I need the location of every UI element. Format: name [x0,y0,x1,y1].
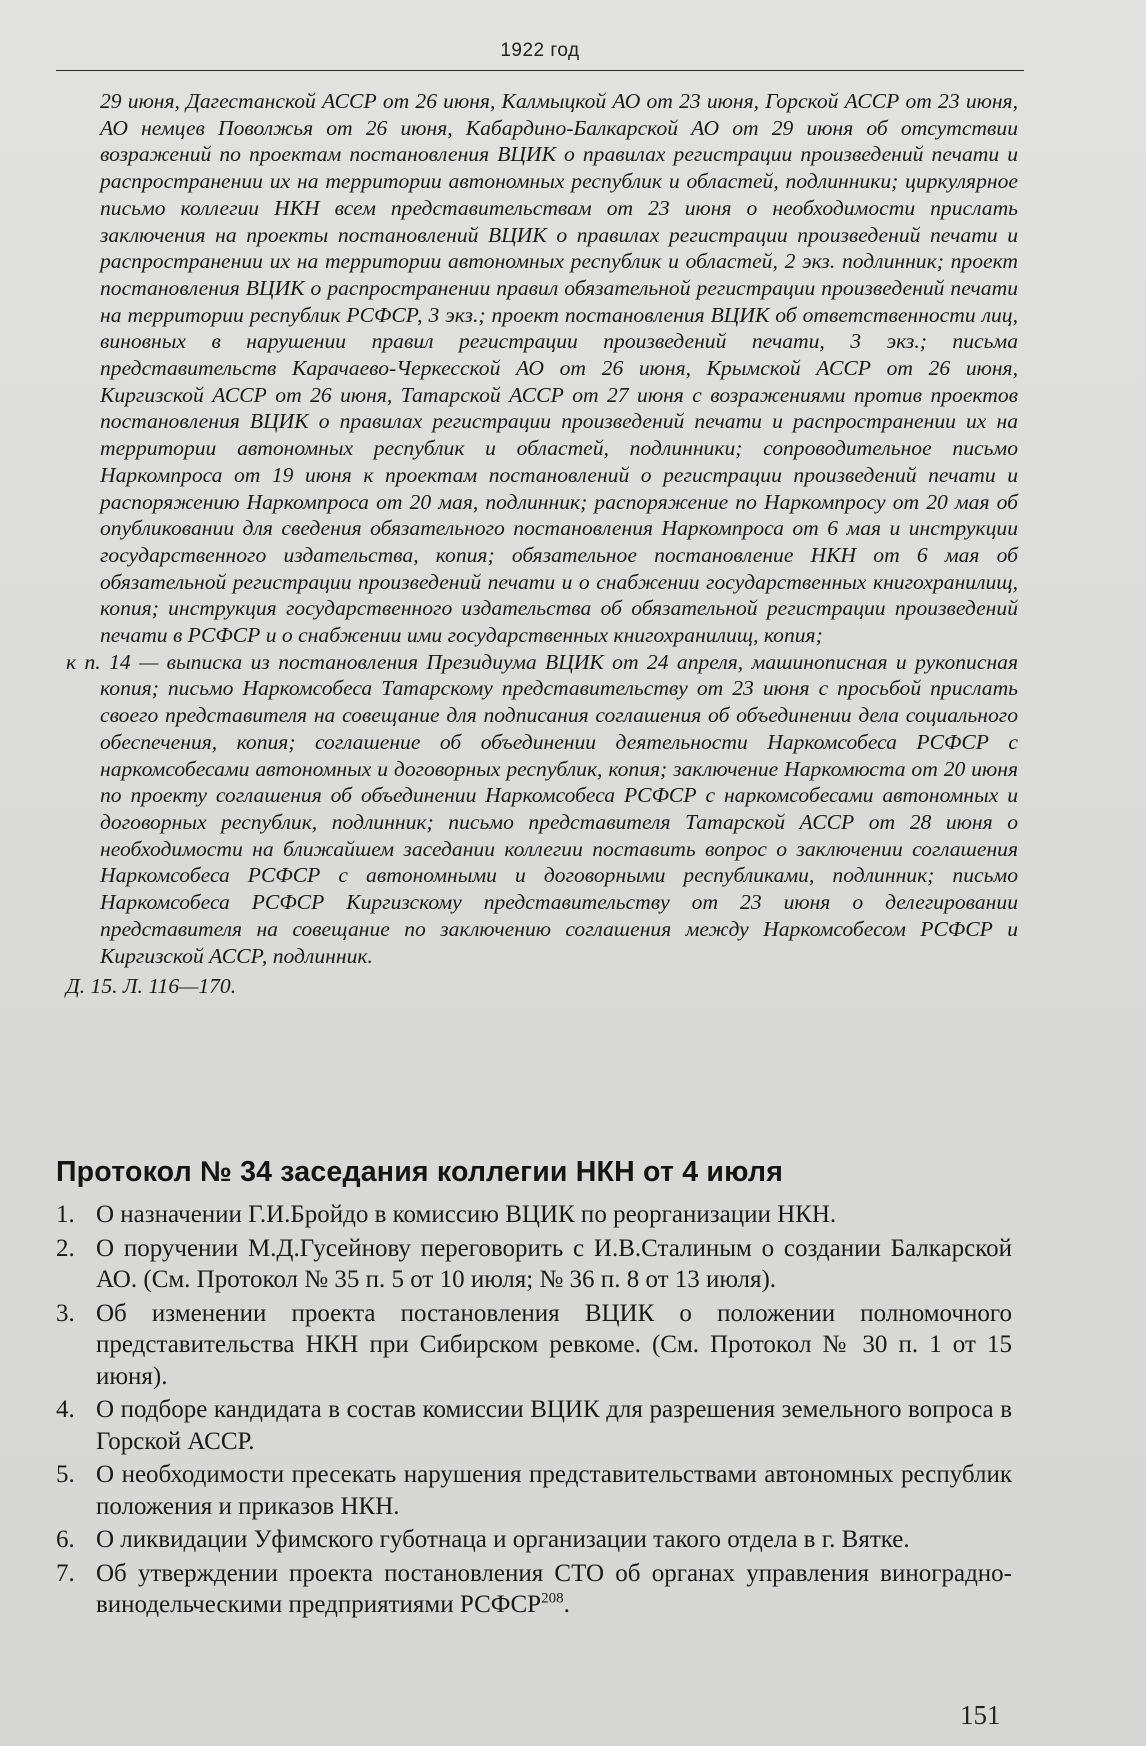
item-text: О необходимости пресекать нарушения представительствами автономных республик положения и приказов НКН. [96,1461,1012,1520]
agenda-item [56,1298,1012,1393]
agenda-item [56,1524,1012,1556]
item-text: О ликвидации Уфимского губотнаца и организации такого отдела в г. Вятке. [96,1526,910,1553]
page-number: 151 [960,1700,1001,1730]
appendix-paragraph: к п. 14 — выписка из постановления Президиума ВЦИК от 24 апреля, машинописная и рукописная копия; письмо Наркомсобеса Татарскому представительству от 23 июня с просьбой прислать своего представителя на совещание для подписания соглашения об объединении дела социального обеспечения, копия; соглашение об объединении деятельности Наркомсобеса РСФСР с наркомсобесами автономных и договорных республик, копия; заключение Наркомюста от 20 июня по проекту соглашения об объединении Наркомсобеса РСФСР с наркомсобесами автономных и договорных республик, подлинник; письмо представителя Татарской АССР от 28 июня о необходимости на ближайшем заседании коллегии поставить вопрос о заключении соглашения Наркомсобеса РСФСР с автономными и договорными республиками, подлинник; письмо Наркомсобеса РСФСР Киргизскому представительству от 23 июня о делегировании представителя на совещание по заключению соглашения между Наркомсобесом РСФСР и Киргизской АССР, подлинник. [66,649,1018,968]
item-number: 7. [56,1559,75,1587]
protocol-title: Протокол № 34 заседания коллегии НКН от 4 июля [56,1156,784,1188]
item-number: 1. [56,1201,75,1228]
agenda-list [56,1199,1012,1623]
agenda-item [56,1394,1012,1457]
item-text-tail: . [563,1591,570,1618]
item-number: 3. [56,1299,75,1327]
archive-reference: Д. 15. Л. 116—170. [66,974,237,999]
item-text-body: Об утверждении проекта постановления СТО об органах управления виноградно-винодельческими предприятиями РСФСР [96,1559,1012,1618]
item-text: О поручении М.Д.Гусейнову переговорить с И.В.Сталиным о создании Балкарской АО. (См. Протокол № 35 п. 5 от 10 июля; № 36 п. 8 от 13 июля). [96,1234,1012,1293]
item-text [96,1558,1012,1621]
header-rule [56,70,1024,71]
item-number: 2. [56,1234,75,1262]
running-head: 1922 год [500,40,580,61]
agenda-item [56,1199,1012,1231]
agenda-item [56,1558,1012,1621]
agenda-item [56,1233,1012,1296]
item-text: О назначении Г.И.Бройдо в комиссию ВЦИК по реорганизации НКН. [96,1201,837,1228]
item-number: 4. [56,1396,75,1423]
agenda-item [56,1459,1012,1522]
footnote-marker: 208 [541,1590,564,1607]
item-text: О подборе кандидата в состав комиссии ВЦИК для разрешения земельного вопроса в Горской АССР. [96,1396,1012,1455]
item-number: 5. [56,1461,75,1488]
appendix-text [66,88,1018,1000]
appendix-paragraph: 29 июня, Дагестанской АССР от 26 июня, Калмыцкой АО от 23 июня, Горской АССР от 23 июня, АО немцев Поволжья от 26 июня, Кабардино-Балкарской АО от 29 июня об отсутствии возражений по проектам постановления ВЦИК о правилах регистрации произведений печати и распространении их на территории автономных республик и областей, подлинники; циркулярное письмо коллегии НКН всем представительствам от 23 июня о необходимости прислать заключения на проекты постановлений ВЦИК о правилах регистрации произведений печати и распространении их на территории автономных республик и областей, 2 экз. подлинник; проект постановления ВЦИК о распространении правил обязательной регистрации произведений печати на территории республик РСФСР, 3 экз.; проект постановления ВЦИК об ответственности лиц, виновных в нарушении правил регистрации произведений печати, 3 экз.; письма представительств Карачаево-Черкесской АО от 26 июня, Крымской АССР от 26 июня, Киргизской АССР от 26 июня, Татарской АССР от 27 июня с возражениями против проектов постановления ВЦИК о правилах регистрации произведений печати и распространении их на территории автономных республик и областей, подлинники; сопроводительное письмо Наркомпроса от 19 июня к проектам постановлений о регистрации произведений печати и распоряжению Наркомпроса от 20 мая, подлинник; распоряжение по Наркомпросу от 20 мая об опубликовании для сведения обязательного постановления Наркомпроса от 6 мая и инструкции государственного издательства, копия; обязательное постановление НКН от 6 мая об обязательной регистрации произведений печати и о снабжении государственных книгохранилищ, копия; инструкция государственного издательства об обязательной регистрации произведений печати в РСФСР и о снабжении ими государственных книгохранилищ, копия; [100,89,1018,648]
item-number: 6. [56,1526,75,1553]
item-text: Об изменении проекта постановления ВЦИК о положении полномочного представительства НКН при Сибирском ревкоме. (См. Протокол № 30 п. 1 от 15 июня). [96,1299,1012,1390]
